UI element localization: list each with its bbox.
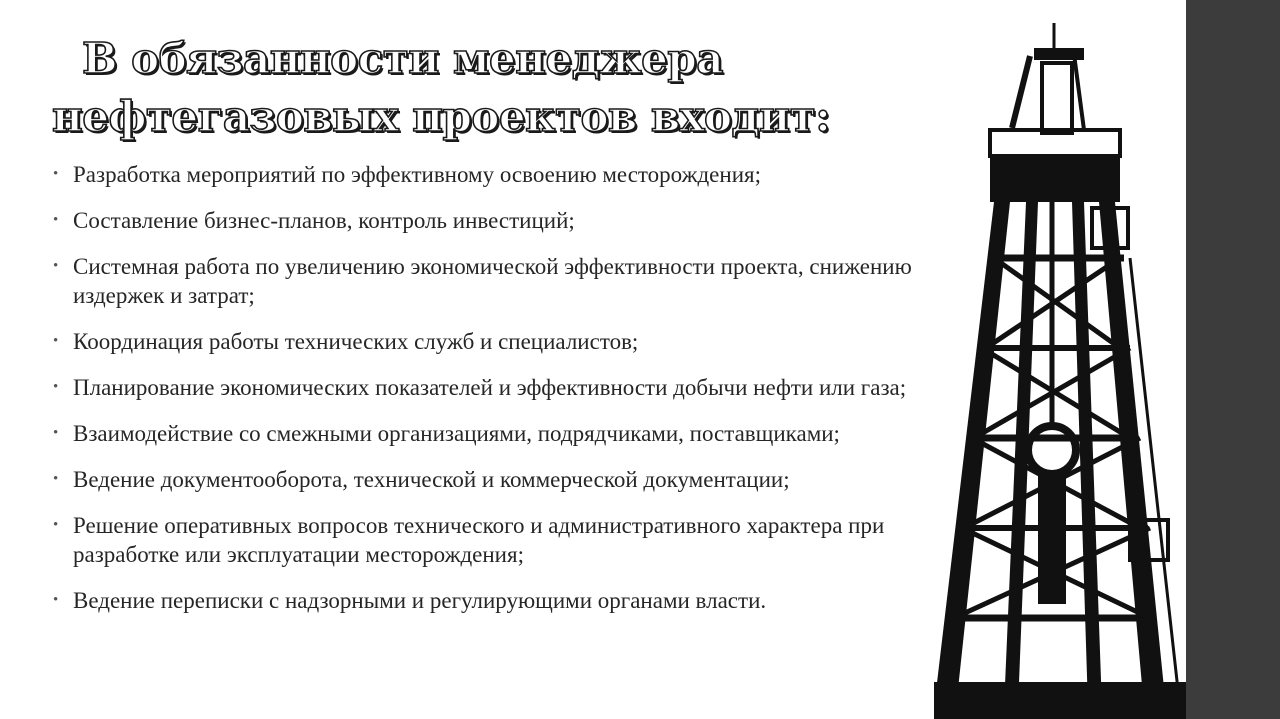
bullet-item: • Системная работа по увеличению экономической эффективности проекта, снижению издержек и затрат; (52, 252, 932, 310)
bullet-item: • Планирование экономических показателей и эффективности добычи нефти или газа; (52, 373, 932, 402)
bullet-list (52, 160, 932, 632)
bullet-item: • Ведение документооборота, технической и коммерческой документации; (52, 465, 932, 494)
bullet-item: • Решение оперативных вопросов технического и административного характера при разработке или эксплуатации месторождения; (52, 511, 932, 569)
bullet-item: • Взаимодействие со смежными организациями, подрядчиками, поставщиками; (52, 419, 932, 448)
title-line-2: нефтегазовых проектов входит: (52, 92, 831, 141)
oil-derrick-icon (934, 18, 1186, 719)
bullet-item: • Разработка мероприятий по эффективному освоению месторождения; (52, 160, 932, 189)
title-line-1: В обязанности менеджера (82, 34, 723, 83)
slide-title (52, 30, 912, 146)
bullet-item: • Ведение переписки с надзорными и регулирующими органами власти. (52, 586, 932, 615)
bullet-item: • Координация работы технических служб и специалистов; (52, 327, 932, 356)
right-band (1186, 0, 1280, 719)
bullet-item: • Составление бизнес-планов, контроль инвестиций; (52, 206, 932, 235)
